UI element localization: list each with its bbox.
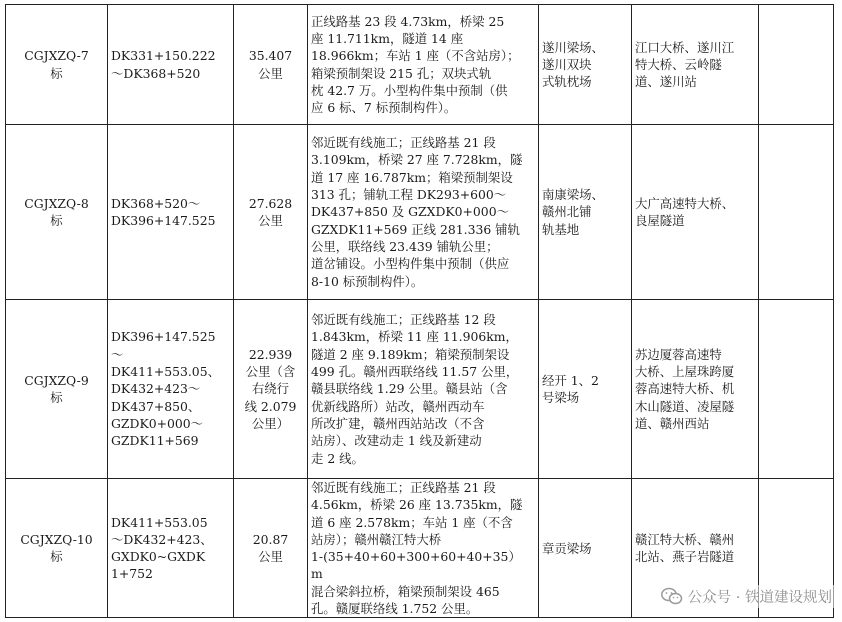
note-cell	[759, 125, 834, 300]
note-cell	[759, 300, 834, 479]
base-cell: 章贡梁场	[539, 479, 632, 618]
base-cell: 遂川梁场、 遂川双块 式轨枕场	[539, 5, 632, 125]
length-cell: 20.87 公里	[234, 479, 308, 618]
base-cell: 经开 1、2 号梁场	[539, 300, 632, 479]
key-works-cell: 苏边厦蓉高速特 大桥、上屋珠跨厦 蓉高速特大桥、机 木山隧道、凌屋隧 道、赣州西站	[632, 300, 759, 479]
mileage-range-cell: DK331+150.222 ～DK368+520	[108, 5, 234, 125]
length-cell: 35.407 公里	[234, 5, 308, 125]
key-works-cell: 江口大桥、遂川江 特大桥、云岭隧 道、遂川站	[632, 5, 759, 125]
length-cell: 27.628 公里	[234, 125, 308, 300]
wechat-icon	[661, 587, 683, 606]
bid-section-table	[5, 4, 834, 618]
bid-code-cell: CGJXZQ-9 标	[6, 300, 108, 479]
mileage-range-cell: DK396+147.525 ～ DK411+553.05、 DK432+423～ DK437+850、 GZDK0+000～ GZDK11+569	[108, 300, 234, 479]
bid-code-cell: CGJXZQ-8 标	[6, 125, 108, 300]
bid-code-cell: CGJXZQ-7 标	[6, 5, 108, 125]
mileage-range-cell: DK411+553.05 ～DK432+423、 GXDK0~GXDK 1+752	[108, 479, 234, 618]
key-works-cell: 大广高速特大桥、 良屋隧道	[632, 125, 759, 300]
table-row	[6, 125, 834, 300]
work-scope-cell: 邻近既有线施工；正线路基 21 段 3.109km，桥梁 27 座 7.728km，隧 道 17 座 16.787km；箱梁预制架设 313 孔；铺轨工程 DK293+600～ DK437+850 及 GZXDK0+000～ GZXDK11+569 正线 281.336 铺轨 公里，联络线 23.439 铺轨公里； 道岔铺设。小型构件集中预制（供应 8-10 标预制构件）。	[308, 125, 539, 300]
table-row	[6, 5, 834, 125]
table-row	[6, 300, 834, 479]
length-cell: 22.939 公里（含 右绕行 线 2.079 公里）	[234, 300, 308, 479]
mileage-range-cell: DK368+520～ DK396+147.525	[108, 125, 234, 300]
note-cell	[759, 5, 834, 125]
bid-code-cell: CGJXZQ-10 标	[6, 479, 108, 618]
key-works-cell: 赣江特大桥、赣州 北站、燕子岩隧道	[632, 479, 759, 618]
work-scope-cell: 邻近既有线施工；正线路基 12 段 1.843km，桥梁 11 座 11.906km， 隧道 2 座 9.189km；箱梁预制架设 499 孔。赣州西联络线 11.57 公里， 赣县联络线 1.29 公里。赣县站（含 优新线路所）站改，赣州西动车 所改扩建，赣州西站站改（不含 站房）、改建动走 1 线及新建动 走 2 线。	[308, 300, 539, 479]
watermark	[659, 585, 834, 608]
base-cell: 南康梁场、 赣州北铺 轨基地	[539, 125, 632, 300]
watermark-text: 公众号 · 铁道建设规划	[687, 590, 832, 606]
work-scope-cell: 邻近既有线施工；正线路基 21 段 4.56km，桥梁 26 座 13.735km，隧 道 6 座 2.578km；车站 1 座（不含 站房）；赣州赣江特大桥 1-(35+40+60+300+60+40+35） m 混合梁斜拉桥，箱梁预制架设 465 孔。赣厦联络线 1.752 公里。	[308, 479, 539, 618]
work-scope-cell: 正线路基 23 段 4.73km，桥梁 25 座 11.711km，隧道 14 座 18.966km；车站 1 座（不含站房）； 箱梁预制架设 215 孔；双块式轨 枕 42.7 万。小型构件集中预制（供 应 6 标、7 标预制构件）。	[308, 5, 539, 125]
